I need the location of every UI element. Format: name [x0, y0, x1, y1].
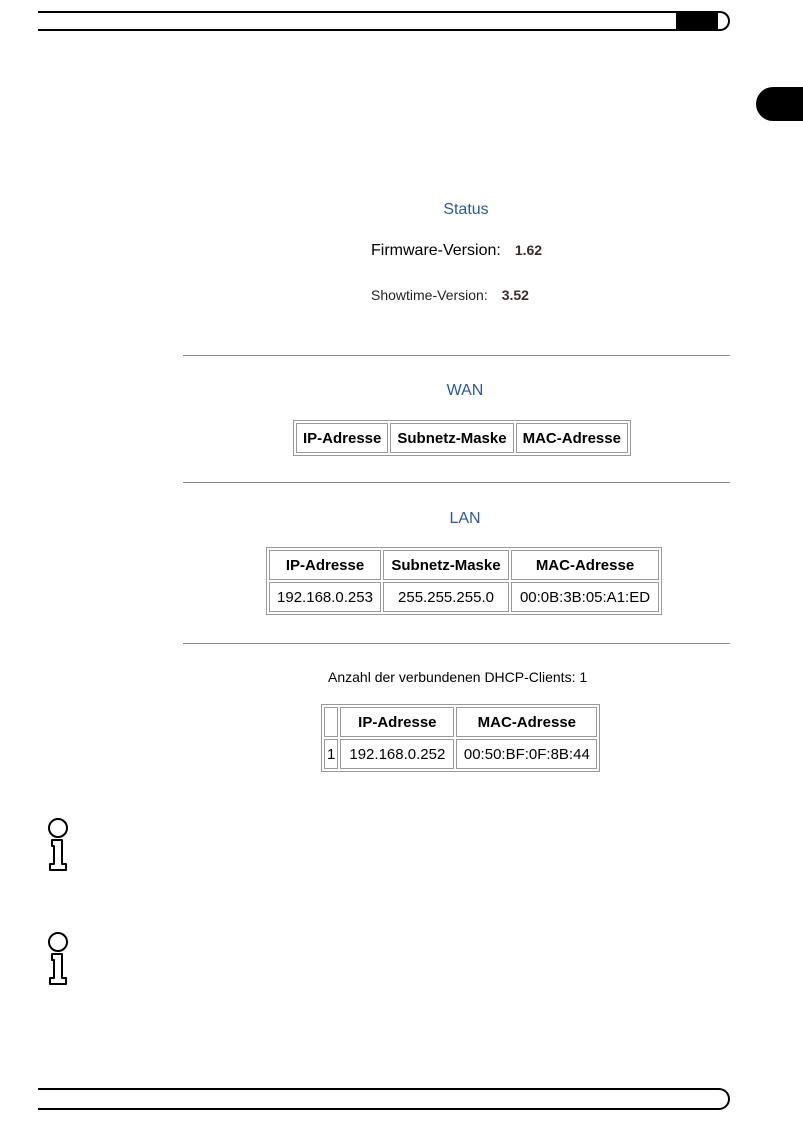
table-row [269, 582, 659, 612]
column-header: IP-Adresse [269, 550, 381, 580]
header-tab [676, 12, 718, 30]
column-header: MAC-Adresse [516, 423, 628, 453]
index-cell: 1 [324, 739, 338, 769]
wan-heading: WAN [446, 382, 484, 399]
firmware-row [371, 242, 542, 260]
firmware-label: Firmware-Version: [371, 242, 501, 259]
column-header: MAC-Adresse [456, 707, 597, 737]
column-header: IP-Adresse [340, 707, 454, 737]
table-header-row [269, 550, 659, 580]
status-heading: Status [443, 201, 489, 218]
showtime-value: 3.52 [501, 287, 529, 303]
divider [183, 482, 730, 483]
column-header [324, 707, 338, 737]
column-header: Subnetz-Maske [390, 423, 513, 453]
chapter-tab [756, 87, 803, 121]
column-header: IP-Adresse [296, 423, 388, 453]
showtime-row [371, 287, 529, 305]
mac-cell: 00:0B:3B:05:A1:ED [511, 582, 659, 612]
divider [183, 355, 730, 356]
lan-heading: LAN [449, 510, 481, 527]
ip-cell: 192.168.0.253 [269, 582, 381, 612]
mac-cell: 00:50:BF:0F:8B:44 [456, 739, 597, 769]
info-icon [44, 932, 72, 986]
table-header-row [296, 423, 628, 453]
dhcp-table [321, 704, 600, 772]
column-header: MAC-Adresse [511, 550, 659, 580]
column-header: Subnetz-Maske [383, 550, 509, 580]
table-row [324, 739, 597, 769]
header-bar [38, 11, 730, 31]
divider [183, 643, 730, 644]
wan-table [293, 420, 631, 456]
table-header-row [324, 707, 597, 737]
showtime-label: Showtime-Version: [371, 287, 488, 303]
info-icon [44, 818, 72, 872]
dhcp-client-count: Anzahl der verbundenen DHCP-Clients: 1 [328, 669, 588, 685]
firmware-value: 1.62 [514, 242, 543, 258]
lan-table [266, 547, 662, 615]
footer-bar [38, 1088, 730, 1110]
subnet-cell: 255.255.255.0 [383, 582, 509, 612]
ip-cell: 192.168.0.252 [340, 739, 454, 769]
